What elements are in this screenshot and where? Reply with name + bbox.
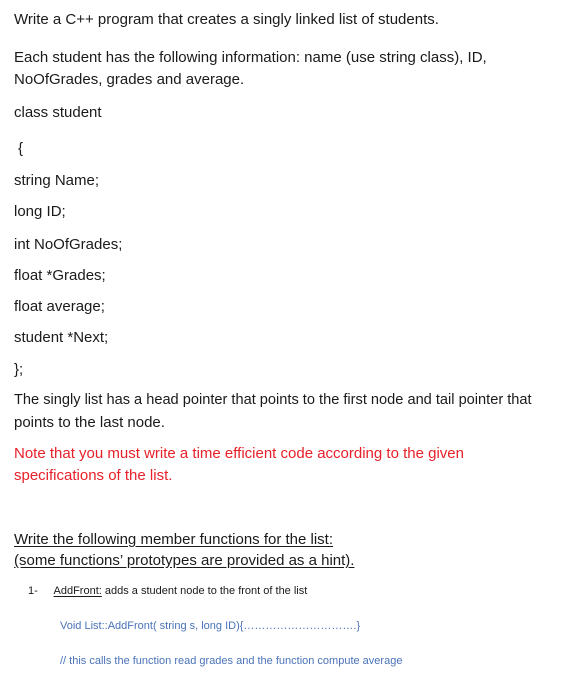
item-1-prototype-dots: …………………………. bbox=[243, 620, 357, 632]
info-line-2: NoOfGrades, grades and average. bbox=[14, 71, 245, 88]
note-line-1: Note that you must write a time efficient code according to the given bbox=[14, 445, 464, 462]
code-line-class: class student bbox=[14, 104, 102, 121]
item-1-prototype-end: } bbox=[356, 620, 361, 632]
code-line-close-brace: }; bbox=[14, 361, 24, 378]
code-line-grades: float *Grades; bbox=[14, 267, 106, 284]
members-subheading: (some functions’ prototypes are provided as a hint). bbox=[14, 552, 355, 569]
head-tail-line-1: The singly list has a head pointer that points to the first node and tail pointer that bbox=[14, 392, 532, 408]
item-1-prototype bbox=[60, 619, 360, 633]
code-line-average: float average; bbox=[14, 298, 105, 315]
item-1-comment: // this calls the function read grades and the function compute average bbox=[60, 655, 403, 667]
note-line-2: specifications of the list. bbox=[14, 467, 173, 484]
item-1-prototype-text: Void List::AddFront( string s, long ID){ bbox=[60, 620, 244, 632]
code-line-next: student *Next; bbox=[14, 329, 109, 346]
info-line-1: Each student has the following information: name (use string class), ID, bbox=[14, 49, 487, 66]
code-line-noofgrades: int NoOfGrades; bbox=[14, 236, 123, 253]
members-heading: Write the following member functions for the list: bbox=[14, 531, 334, 548]
item-1-name: AddFront: bbox=[53, 585, 102, 597]
code-line-open-brace: { bbox=[18, 140, 24, 157]
head-tail-line-2: points to the last node. bbox=[14, 414, 165, 431]
item-1-number: 1- bbox=[28, 585, 38, 597]
code-line-name: string Name; bbox=[14, 172, 100, 189]
code-line-id: long ID; bbox=[14, 203, 66, 220]
intro-line: Write a C++ program that creates a singly linked list of students. bbox=[14, 11, 439, 28]
item-1 bbox=[28, 584, 307, 598]
item-1-desc: adds a student node to the front of the list bbox=[101, 585, 308, 597]
